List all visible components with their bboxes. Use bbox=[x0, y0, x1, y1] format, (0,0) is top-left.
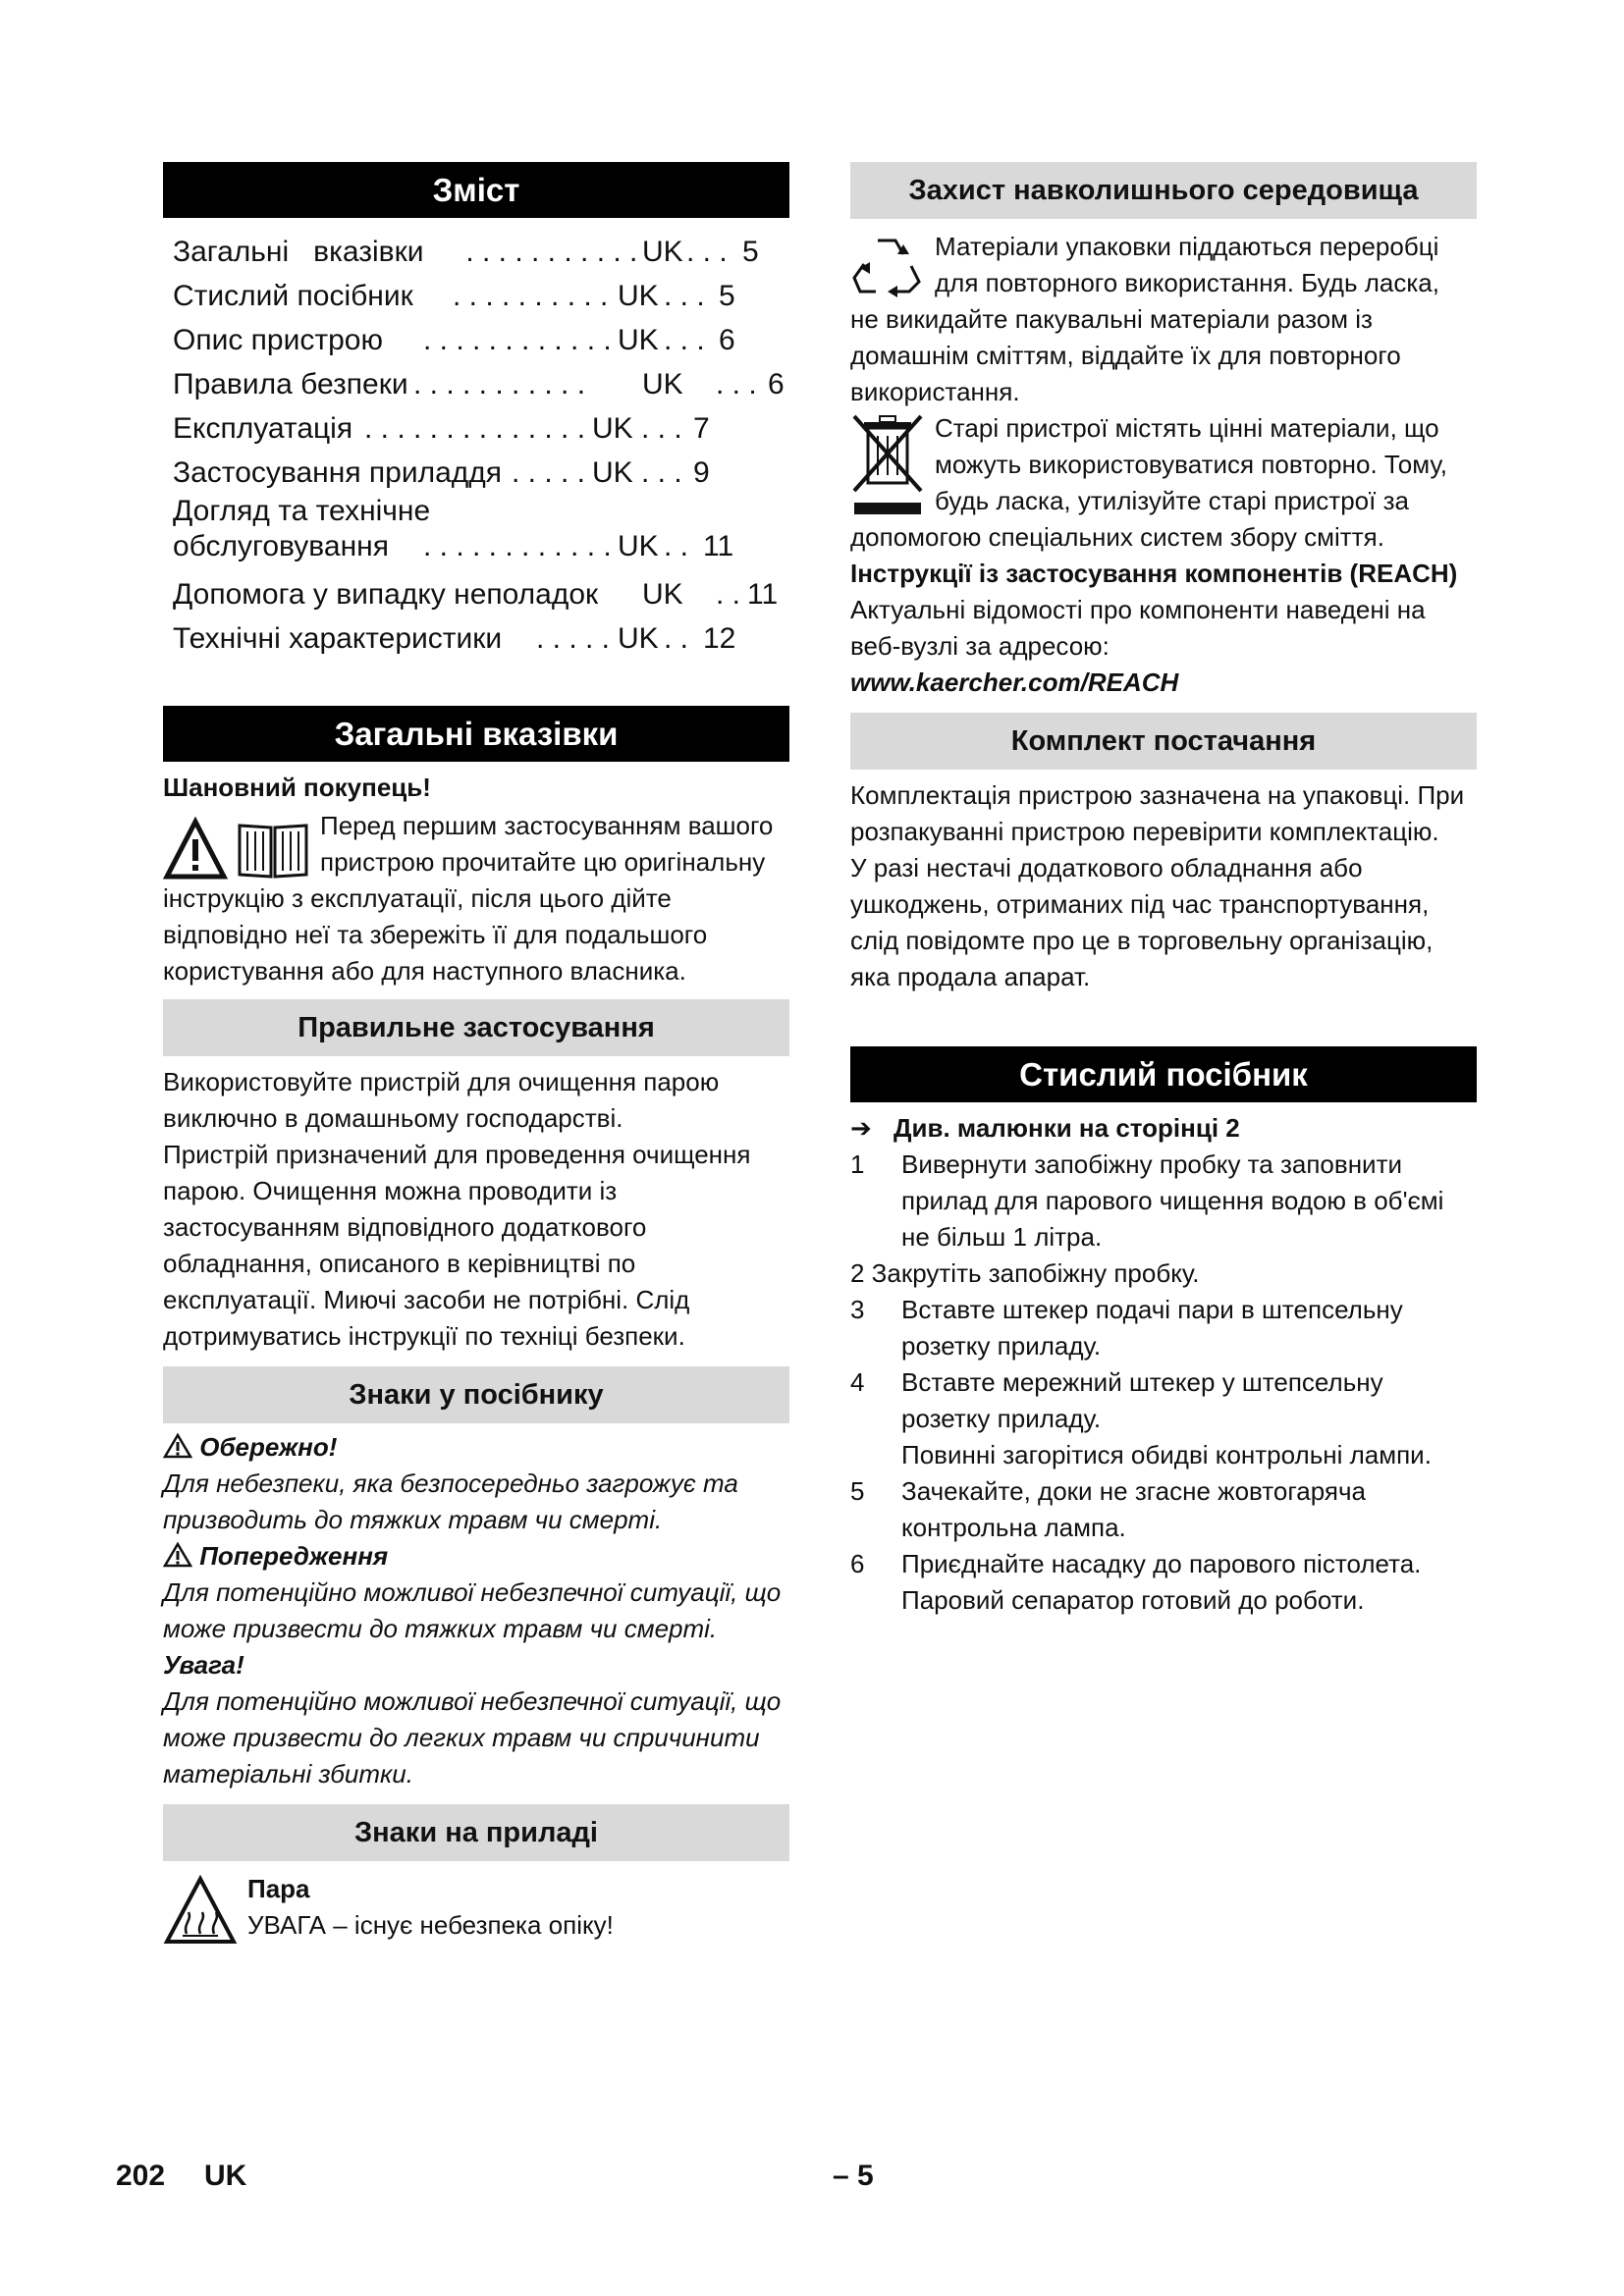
warning-label: Попередження bbox=[199, 1541, 389, 1571]
toc-row[interactable]: Правила безпеки . . . . . . . . . . . UK . . . 6 bbox=[173, 368, 785, 400]
table-of-contents bbox=[163, 230, 789, 661]
section-title-environment: Захист навколишнього середовища bbox=[850, 162, 1477, 219]
danger-block bbox=[163, 1429, 789, 1792]
crossed-bin-icon bbox=[850, 412, 925, 520]
toc-title: Зміст bbox=[163, 162, 789, 218]
steam-hazard-icon bbox=[163, 1875, 238, 1946]
toc-row[interactable]: обслуговування . . . . . . . . . . . . UK . . 11 bbox=[173, 530, 734, 562]
list-item: 2 Закрутіть запобіжну пробку. bbox=[850, 1258, 1200, 1288]
section-title-proper-use: Правильне застосування bbox=[163, 999, 789, 1056]
warning-text: Для потенційно можливої небезпечної ситуації, що може призвести до тяжких травм чи смерті. bbox=[163, 1577, 782, 1643]
sub-page-number: – 5 bbox=[833, 2160, 874, 2192]
intro-block bbox=[163, 808, 789, 989]
section-title-quick-guide: Стислий посібник bbox=[850, 1046, 1477, 1102]
weee-line-2: можуть використовуватися повторно. Тому, bbox=[935, 450, 1447, 479]
toc-row[interactable]: Застосування приладдя . . . . . UK . . . 9 bbox=[173, 456, 710, 489]
right-column bbox=[850, 162, 1477, 1619]
toc-row[interactable]: Опис пристрою . . . . . . . . . . . . UK . . . 6 bbox=[173, 324, 735, 356]
danger-label: Обережно! bbox=[199, 1432, 338, 1462]
warning-triangle-icon bbox=[163, 1542, 192, 1568]
steam-label: Пара bbox=[247, 1874, 310, 1903]
weee-line-1: Старі пристрої містять цінні матеріали, що bbox=[935, 413, 1439, 443]
recycle-rest: не викидайте пакувальні матеріали разом із домашнім сміттям, віддайте їх для повторного використання. bbox=[850, 304, 1401, 406]
greeting: Шановний покупець! bbox=[163, 773, 431, 802]
list-item: 3 Вставте штекер подачі пари в штепсельну розетку приладу. bbox=[850, 1295, 1403, 1361]
delivery-p1: Комплектація пристрою зазначена на упаковці. При розпакуванні пристрою перевірити комплектацію. bbox=[850, 780, 1465, 846]
intro-line-2: пристрою прочитайте цю оригінальну bbox=[320, 847, 766, 877]
steam-sign bbox=[163, 1871, 789, 1949]
weee-line-3: будь ласка, утилізуйте старі пристрої за bbox=[935, 486, 1409, 515]
footer-lang: UK bbox=[204, 2160, 247, 2192]
recycle-block bbox=[850, 229, 1477, 410]
page-number: 202 bbox=[116, 2160, 166, 2192]
list-item: 6 Приєднайте насадку до парового пістолета. Паровий сепаратор готовий до роботи. bbox=[850, 1549, 1422, 1615]
quick-guide-steps bbox=[850, 1147, 1477, 1619]
section-title-general: Загальні вказівки bbox=[163, 706, 789, 762]
arrow-right-icon: ➔ bbox=[850, 1113, 872, 1143]
recycling-icon bbox=[852, 233, 921, 297]
delivery-p2: У разі нестачі додаткового обладнання або ушкоджень, отриманих під час транспортування, слід повідомте про це в торговельну організацію, яка продала апарат. bbox=[850, 853, 1434, 991]
recycle-line-2: для повторного використання. Будь ласка, bbox=[935, 268, 1439, 297]
section-title-manual-signs: Знаки у посібнику bbox=[163, 1366, 789, 1423]
weee-block bbox=[850, 410, 1477, 556]
toc-row[interactable]: Технічні характеристики . . . . . UK . . 12 bbox=[173, 622, 736, 655]
see-figures: ➔ Див. малюнки на сторінці 2 bbox=[850, 1110, 1477, 1147]
left-column bbox=[163, 162, 789, 1949]
list-item: 1 Вивернути запобіжну пробку та заповнити прилад для парового чищення водою в об'ємі не більш 1 літра. bbox=[850, 1149, 1444, 1252]
steam-text: УВАГА – існує небезпека опіку! bbox=[247, 1910, 614, 1940]
weee-rest: допомогою спеціальних систем збору сміття. bbox=[850, 522, 1384, 552]
danger-text: Для небезпеки, яка безпосередньо загрожує та призводить до тяжких травм чи смерті. bbox=[163, 1468, 738, 1534]
section-title-delivery: Комплект постачання bbox=[850, 713, 1477, 770]
toc-row[interactable]: Стислий посібник . . . . . . . . . . UK . . . 5 bbox=[173, 280, 735, 312]
reach-url[interactable]: www.kaercher.com/REACH bbox=[850, 667, 1179, 697]
reach-text: Актуальні відомості про компоненти наведені на веб-вузлі за адресою: bbox=[850, 595, 1426, 661]
caution-text: Для потенційно можливої небезпечної ситуації, що може призвести до легких травм чи спричинити матеріальні збитки. bbox=[163, 1686, 782, 1789]
section-title-device-signs: Знаки на приладі bbox=[163, 1804, 789, 1861]
list-item: 5 Зачекайте, доки не згасне жовтогаряча контрольна лампа. bbox=[850, 1476, 1366, 1542]
caution-label: Увага! bbox=[163, 1650, 244, 1680]
reach-heading: Інструкції із застосування компонентів (REACH) bbox=[850, 559, 1458, 588]
intro-line-1: Перед першим застосуванням вашого bbox=[320, 811, 774, 840]
toc-row[interactable]: Загальні вказівки . . . . . . . . . . . UK . . . 5 bbox=[173, 236, 759, 268]
recycle-line-1: Матеріали упаковки піддаються переробці bbox=[935, 232, 1439, 261]
toc-row[interactable]: Допомога у випадку неполадок UK . . 11 bbox=[173, 578, 779, 611]
warning-triangle-icon bbox=[163, 1433, 192, 1459]
toc-row[interactable]: Догляд та технічне bbox=[173, 495, 431, 527]
proper-use-p1: Використовуйте пристрій для очищення парою виключно в домашньому господарстві. bbox=[163, 1067, 720, 1133]
footer bbox=[116, 2160, 1490, 2199]
list-item: 4 Вставте мережний штекер у штепсельну розетку приладу. bbox=[850, 1367, 1383, 1433]
list-item: Повинні загорітися обидві контрольні лампи. bbox=[901, 1440, 1432, 1469]
toc-row[interactable]: Експлуатація . . . . . . . . . . . . . . UK . . . 7 bbox=[173, 412, 710, 445]
proper-use-p2: Пристрій призначений для проведення очищення парою. Очищення можна проводити із застосуванням відповідного додаткового обладнання, описаного в керівництві по експлуатації. Миючі засоби не потрібні. Слід дотримуватись інструкції по техніці безпеки. bbox=[163, 1140, 751, 1351]
open-book-icon bbox=[234, 816, 312, 881]
intro-rest: інструкцію з експлуатації, після цього дійте відповідно неї та збережіть її для подальшого користування або для наступного власника. bbox=[163, 883, 708, 986]
